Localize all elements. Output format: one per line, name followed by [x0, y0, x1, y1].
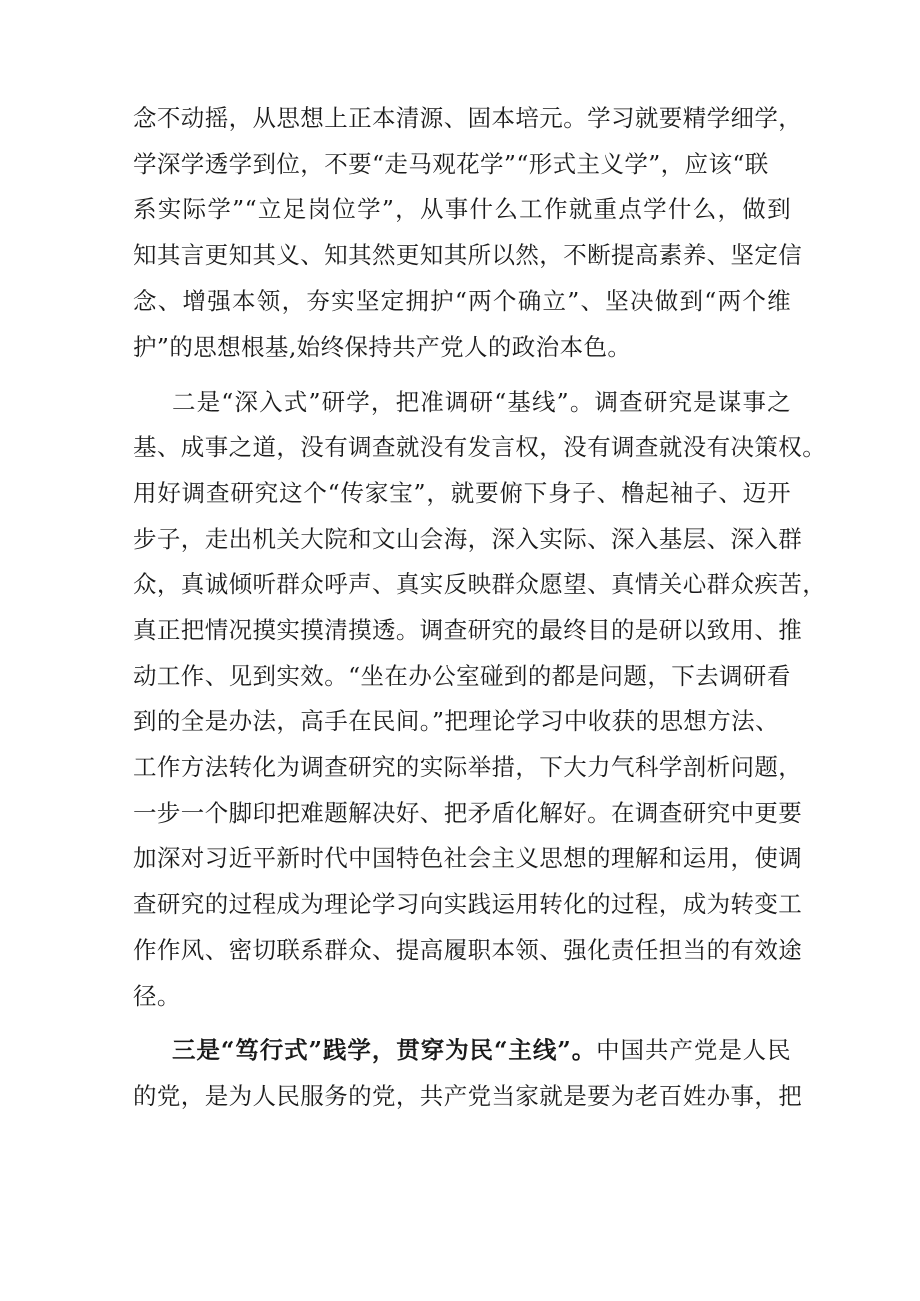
paragraph-line: 查研究的过程成为理论学习向实践运用转化的过程，成为转变工 — [133, 890, 803, 918]
paragraph-line: 径。 — [133, 982, 181, 1010]
paragraph-line: 念不动摇，从思想上正本清源、固本培元。学习就要精学细学， — [133, 104, 803, 132]
paragraph-line: 步子，走出机关大院和文山会海，深入实际、深入基层、深入群 — [133, 525, 803, 553]
paragraph-line: 到的全是办法，高手在民间。”把理论学习中收获的思想方法、 — [133, 707, 779, 735]
paragraph-line: 工作方法转化为调查研究的实际举措，下大力气科学剖析问题， — [133, 753, 803, 781]
paragraph-line: 护”的思想根基,始终保持共产党人的政治本色。 — [133, 333, 632, 361]
paragraph-line: 动工作、见到实效。“坐在办公室碰到的都是问题，下去调研看 — [133, 662, 791, 690]
paragraph-line: 的党，是为人民服务的党，共产党当家就是要为老百姓办事，把 — [133, 1082, 803, 1110]
paragraph-line: 真正把情况摸实摸清摸透。调查研究的最终目的是研以致用、推 — [133, 616, 803, 644]
paragraph-line: 一步一个脚印把难题解决好、把矛盾化解好。在调查研究中更要 — [133, 799, 803, 827]
paragraph-line: 基、成事之道，没有调查就没有发言权，没有调查就没有决策权。 — [133, 433, 827, 461]
paragraph-line: 念、增强本领，夯实坚定拥护“两个确立”、坚决做到“两个维 — [133, 287, 791, 315]
paragraph-line: 众，真诚倾听群众呼声、真实反映群众愿望、真情关心群众疾苦， — [133, 570, 827, 598]
paragraph-line: 学深学透学到位，不要“走马观花学”“形式主义学”，应该“联 — [133, 150, 769, 178]
paragraph-line: 作作风、密切联系群众、提高履职本领、强化责任担当的有效途 — [133, 936, 803, 964]
paragraph-line: 用好调查研究这个“传家宝”，就要俯下身子、橹起袖子、迈开 — [133, 479, 791, 507]
paragraph-text: 中国共产党是人民 — [596, 1036, 791, 1064]
paragraph-line: 系实际学”“立足岗位学”，从事什么工作就重点学什么，做到 — [133, 195, 791, 223]
paragraph-first-line — [172, 1030, 791, 1070]
bold-lead-heading: 三是“笃行式”践学，贯穿为民“主线”。 — [172, 1036, 597, 1064]
paragraph-first-line: 二是“深入式”研学，把准调研“基线”。调查研究是谋事之 — [172, 388, 791, 416]
paragraph-line: 加深对习近平新时代中国特色社会主义思想的理解和运用，使调 — [133, 844, 803, 872]
paragraph-line: 知其言更知其义、知其然更知其所以然，不断提高素养、坚定信 — [133, 241, 803, 269]
